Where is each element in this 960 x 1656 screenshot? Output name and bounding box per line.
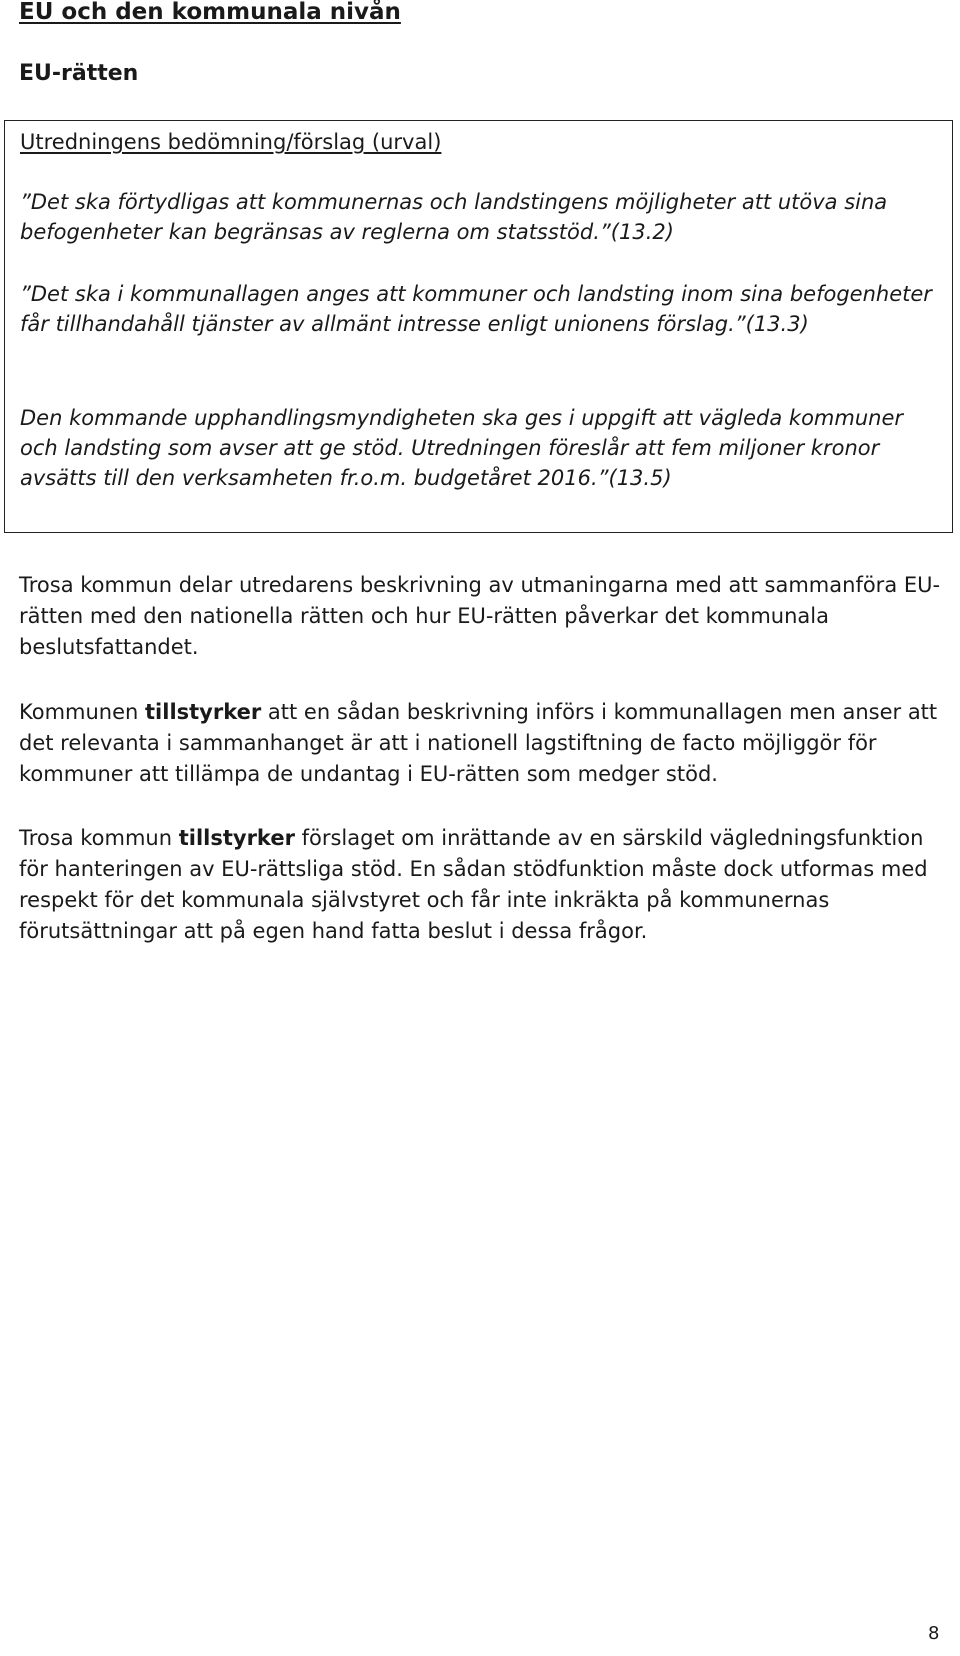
paragraph-opinion-2 bbox=[19, 697, 949, 790]
paragraph-text: Trosa kommun delar utredarens beskrivning av utmaningarna med att sammanföra EU-rätten med den nationella rätten och hur EU-rätten påverkar det kommunala beslutsfattandet. bbox=[19, 573, 941, 659]
paragraph-opinion-3 bbox=[19, 823, 949, 947]
proposal-quote-13-5: Den kommande upphandlingsmyndigheten ska ges i uppgift att vägleda kommuner och landsting som avser att ge stöd. Utredningen föreslår att fem miljoner kronor avsätts till den verksamheten fr.o.m. budgetåret 2016.”(13.5) bbox=[20, 406, 904, 490]
proposal-quote-13-2: ”Det ska förtydligas att kommunernas och landstingens möjligheter att utöva sina befogenheter kan begränsas av reglerna om statsstöd.”(13.2) bbox=[20, 190, 888, 244]
proposal-quote-13-3: ”Det ska i kommunallagen anges att kommuner och landsting inom sina befogenheter får tillhandahåll tjänster av allmänt intresse enligt unionens förslag.”(13.3) bbox=[20, 282, 932, 336]
page-number: 8 bbox=[928, 1623, 940, 1644]
paragraph-rest: att en sådan beskrivning införs i kommunallagen men anser att det relevanta i sammanhanget är att i nationell lagstiftning de facto möjliggör för kommuner att tillämpa de undantag i EU-rätten som medger stöd. bbox=[19, 700, 938, 786]
paragraph-opinion-1 bbox=[19, 570, 949, 663]
paragraph-lead: Kommunen bbox=[19, 700, 146, 724]
subsection-heading: EU-rätten bbox=[19, 61, 139, 86]
verdict-bold: tillstyrker bbox=[145, 700, 262, 724]
paragraph-rest: förslaget om inrättande av en särskild vägledningsfunktion för hanteringen av EU-rättsliga stöd. En sådan stödfunktion måste dock utformas med respekt för det kommunala självstyret och får inte inkräkta på kommunernas förutsättningar att på egen hand fatta beslut i dessa frågor. bbox=[19, 826, 928, 943]
verdict-bold: tillstyrker bbox=[178, 826, 295, 850]
proposal-box-title: Utredningens bedömning/förslag (urval) bbox=[20, 130, 442, 154]
proposal-box bbox=[4, 120, 953, 533]
paragraph-lead: Trosa kommun bbox=[19, 826, 179, 850]
section-heading: EU och den kommunala nivån bbox=[19, 0, 401, 25]
